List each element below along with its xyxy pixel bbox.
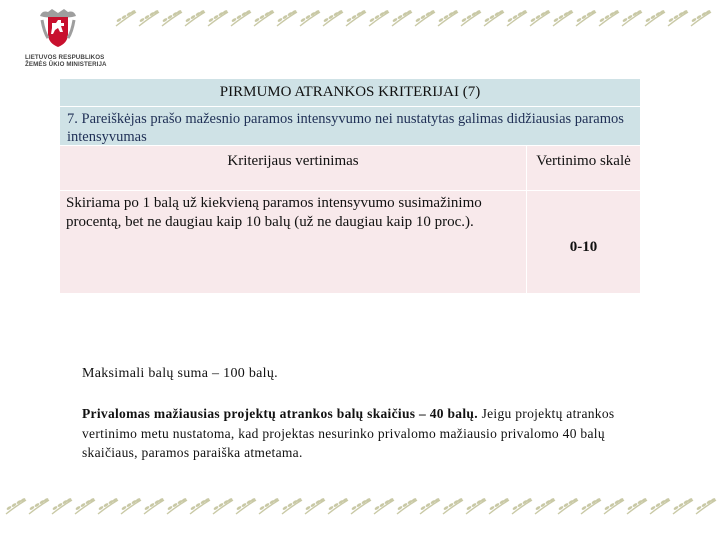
ministry-name: LIETUVOS RESPUBLIKOS ŽEMĖS ŪKIO MINISTERIJA	[25, 54, 107, 68]
lithuanian-coat-of-arms-icon	[34, 8, 82, 48]
wheat-motif	[530, 9, 550, 26]
wheat-motif	[484, 9, 504, 26]
wheat-motif	[627, 497, 647, 514]
wheat-motif	[512, 497, 532, 514]
wheat-motif	[507, 9, 527, 26]
wheat-motif	[259, 497, 279, 514]
wheat-motif	[282, 497, 302, 514]
wheat-motif	[604, 497, 624, 514]
wheat-motif	[553, 9, 573, 26]
wheat-motif	[300, 9, 320, 26]
min-points-note	[82, 404, 642, 463]
table-title: PIRMUMO ATRANKOS KRITERIJAI (7)	[60, 79, 640, 106]
wheat-motif	[167, 497, 187, 514]
wheat-motif	[535, 497, 555, 514]
wheat-motif	[369, 9, 389, 26]
wheat-motif	[599, 9, 619, 26]
wheat-motif	[397, 497, 417, 514]
criteria-table	[60, 79, 640, 293]
wheat-motif	[328, 497, 348, 514]
wheat-motif	[208, 9, 228, 26]
wheat-motif	[236, 497, 256, 514]
wheat-motif	[139, 9, 159, 26]
wheat-motif	[121, 497, 141, 514]
wheat-motif	[52, 497, 72, 514]
wheat-motif	[277, 9, 297, 26]
wheat-motif	[162, 9, 182, 26]
wheat-motif	[116, 9, 136, 26]
wheat-motif	[461, 9, 481, 26]
wheat-motif	[392, 9, 412, 26]
wheat-motif	[645, 9, 665, 26]
wheat-motif	[558, 497, 578, 514]
wheat-motif	[673, 497, 693, 514]
wheat-motif	[650, 497, 670, 514]
evaluation-description: Skiriama po 1 balą už kiekvieną paramos intensyvumo susimažinimo procentą, bet ne daugiau kaip 10 balų (už ne daugiau kaip 10 proc.).	[60, 191, 526, 293]
wheat-motif	[231, 9, 251, 26]
wheat-motif	[374, 497, 394, 514]
wheat-motif	[346, 9, 366, 26]
wheat-motif	[438, 9, 458, 26]
scale-value: 0-10	[527, 191, 640, 293]
col-header-scale: Vertinimo skalė	[527, 146, 640, 190]
wheat-motif	[415, 9, 435, 26]
wheat-motif	[622, 9, 642, 26]
col-header-evaluation: Kriterijaus vertinimas	[60, 146, 526, 190]
wheat-motif	[144, 497, 164, 514]
min-points-rest: Jeigu projektų atrankos vertinimo metu nustatoma, kad projektas nesurinko privalomo mažiausio privalomo 40 balų skaičiaus, paramos paraiška atmetama.	[82, 406, 615, 460]
min-points-bold: Privalomas mažiausias projektų atrankos balų skaičius – 40 balų.	[82, 406, 478, 421]
wheat-motif	[696, 497, 716, 514]
wheat-motif	[98, 497, 118, 514]
wheat-motif	[443, 497, 463, 514]
wheat-motif	[668, 9, 688, 26]
wheat-motif	[254, 9, 274, 26]
wheat-motif	[29, 497, 49, 514]
wheat-motif	[323, 9, 343, 26]
wheat-motif	[190, 497, 210, 514]
wheat-motif	[351, 497, 371, 514]
wheat-motif	[6, 497, 26, 514]
wheat-motif	[305, 497, 325, 514]
max-points-note: Maksimali balų suma – 100 balų.	[82, 366, 278, 381]
wheat-motif	[576, 9, 596, 26]
wheat-motif	[213, 497, 233, 514]
criterion-text: 7. Pareiškėjas prašo mažesnio paramos intensyvumo nei nustatytas galimas didžiausias paramos intensyvumas	[60, 107, 640, 145]
decorative-wheat-border-bottom	[0, 494, 720, 520]
wheat-motif	[75, 497, 95, 514]
ministry-logo	[22, 8, 112, 74]
wheat-motif	[466, 497, 486, 514]
wheat-motif	[489, 497, 509, 514]
wheat-motif	[185, 9, 205, 26]
wheat-motif	[581, 497, 601, 514]
wheat-motif	[691, 9, 711, 26]
decorative-wheat-border-top	[112, 6, 720, 32]
wheat-motif	[420, 497, 440, 514]
